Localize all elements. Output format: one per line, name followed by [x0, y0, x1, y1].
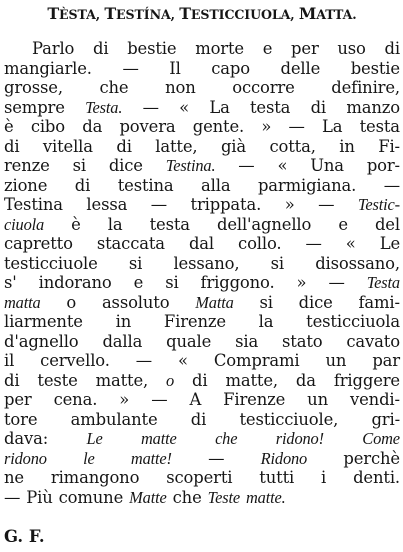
word: d'agnello	[4, 331, 79, 351]
word: è	[4, 117, 14, 136]
word: testa	[149, 214, 190, 234]
word: disossano,	[315, 253, 400, 273]
word: friggere	[333, 370, 400, 390]
word: dal	[188, 234, 215, 253]
word: A	[189, 390, 202, 409]
italic-word: Matte	[129, 487, 167, 507]
word: testicciuole	[4, 253, 98, 273]
word: friggono.	[200, 273, 275, 292]
text-line	[4, 449, 400, 468]
author-initials: G. F.	[4, 527, 45, 546]
word: di	[116, 136, 132, 156]
text-line	[4, 390, 400, 409]
word: di	[190, 409, 207, 429]
word: capo	[211, 58, 250, 78]
text-line	[4, 332, 400, 351]
text-line	[4, 137, 400, 156]
heading-initial: T	[179, 4, 191, 23]
italic-word: Le	[86, 429, 103, 448]
word: parmigiana.	[257, 175, 357, 195]
word: occorre	[232, 78, 295, 97]
word: matte,	[225, 370, 278, 390]
word: par	[372, 351, 400, 370]
word: Il	[169, 58, 181, 78]
word: per	[291, 39, 319, 58]
italic-word: Ridono	[260, 448, 308, 468]
text-line	[4, 176, 400, 195]
word: —	[150, 195, 167, 214]
word: ne	[4, 468, 24, 487]
word: tutti	[259, 468, 295, 487]
text-line	[4, 254, 400, 273]
word: —	[4, 487, 21, 507]
text-line	[4, 351, 400, 370]
word: testicciuole,	[239, 409, 339, 429]
word: la	[107, 214, 123, 234]
heading-rest: ESTÍNA,	[116, 7, 180, 22]
word: i	[321, 468, 327, 487]
word: e	[338, 214, 348, 234]
word: capretto	[4, 234, 73, 253]
word: dalla	[102, 331, 143, 351]
word: gri-	[371, 409, 400, 429]
italic-word: Matta	[195, 292, 234, 312]
word: o	[66, 292, 77, 312]
word: dice	[108, 156, 143, 175]
word: scoperti	[166, 468, 233, 487]
word: Firenze	[163, 312, 226, 331]
word: »	[261, 117, 272, 136]
word: Le	[379, 234, 400, 253]
word: il	[4, 351, 15, 370]
word: di	[192, 370, 208, 390]
text-line	[4, 429, 400, 448]
word: vendi-	[350, 390, 400, 409]
word: »	[284, 195, 295, 214]
heading-initial: T	[47, 4, 60, 23]
word: s'	[4, 273, 17, 292]
heading-initial: M	[298, 4, 317, 23]
text-line	[4, 312, 400, 331]
word: testicciuola	[306, 312, 400, 331]
text-line	[4, 273, 400, 292]
word: latte,	[155, 136, 198, 156]
italic-word: Testa.	[85, 97, 123, 117]
word: di	[93, 39, 109, 58]
word: cervello.	[40, 351, 110, 370]
word: trippata.	[190, 195, 262, 214]
word: si	[165, 273, 179, 292]
word: «	[345, 234, 356, 253]
word: per	[4, 390, 32, 409]
word: di	[4, 136, 20, 156]
italic-word: matte!	[130, 448, 172, 468]
word: delle	[280, 58, 321, 78]
text-line	[4, 98, 400, 117]
word: cavato	[346, 331, 400, 351]
word: che	[172, 487, 202, 507]
text-line	[4, 117, 400, 136]
word: manzo	[346, 97, 400, 117]
italic-word: matte	[140, 429, 177, 448]
entry-heading	[4, 4, 400, 30]
word: —	[318, 195, 335, 214]
word: testa	[249, 97, 291, 117]
word: La	[209, 97, 230, 117]
word: si	[128, 253, 143, 273]
word: liarmente	[4, 312, 83, 331]
word: Una	[310, 156, 344, 175]
text-line	[4, 215, 400, 234]
word: di	[74, 175, 91, 195]
italic-word: le	[83, 448, 95, 468]
word: assoluto	[101, 292, 170, 312]
word: e	[133, 273, 144, 292]
italic-word: matta	[4, 292, 41, 312]
word: ambulante	[70, 409, 158, 429]
word: uso	[337, 39, 366, 58]
word: comune	[58, 487, 124, 507]
word: staccata	[96, 234, 165, 253]
word: testina	[117, 175, 174, 195]
word: collo.	[238, 234, 282, 253]
word: stato	[282, 331, 323, 351]
word: testa	[359, 117, 400, 136]
word: dell'agnello	[216, 214, 312, 234]
italic-word: matte.	[245, 487, 286, 507]
word: perchè	[343, 448, 400, 468]
word: Testina	[4, 195, 63, 214]
word: rimangono	[50, 468, 140, 487]
word: vitella	[42, 136, 93, 156]
heading-rest: ATTA.	[316, 7, 357, 22]
word: dice	[298, 292, 333, 312]
word: —	[328, 273, 345, 292]
word: —	[238, 156, 255, 175]
text-line	[4, 468, 400, 487]
word: —	[288, 117, 305, 136]
text-line	[4, 410, 400, 429]
word: di	[310, 97, 327, 117]
italic-word: che	[215, 429, 238, 448]
word: alla	[201, 175, 231, 195]
heading-initial: T	[104, 4, 117, 23]
word: matte,	[95, 370, 149, 390]
word: —	[208, 448, 225, 468]
word: si	[270, 253, 285, 273]
word: la	[258, 312, 274, 331]
word: Firenze	[223, 390, 286, 409]
word: cibo	[30, 117, 65, 136]
word: da	[82, 117, 103, 136]
word: Fi-	[378, 136, 400, 156]
word: sia	[235, 331, 259, 351]
word: lessano,	[173, 253, 240, 273]
word: bestie	[350, 58, 400, 78]
word: cotta,	[269, 136, 316, 156]
text-line	[4, 293, 400, 312]
italic-word: Testic-	[357, 195, 400, 214]
word: »	[296, 273, 307, 292]
word: di	[384, 39, 400, 58]
text-line	[4, 371, 400, 390]
text-line	[4, 78, 400, 97]
word: si	[259, 292, 273, 312]
word: —	[305, 234, 322, 253]
word: un	[325, 351, 347, 370]
word: già	[220, 136, 247, 156]
word: quale	[166, 331, 212, 351]
word: Più	[26, 487, 53, 507]
word: por-	[366, 156, 400, 175]
italic-word: o	[166, 370, 175, 390]
word: lessa	[86, 195, 128, 214]
text-line	[4, 195, 400, 214]
word: —	[151, 390, 168, 409]
heading-rest: ÈSTA,	[59, 7, 105, 22]
word: indorano	[38, 273, 112, 292]
word: cena.	[53, 390, 98, 409]
text-line	[4, 156, 400, 175]
word: bestie	[127, 39, 177, 58]
word: renze	[4, 156, 50, 175]
word: definire,	[331, 78, 400, 97]
word: in	[115, 312, 132, 331]
word: in	[339, 136, 355, 156]
heading-rest: ESTICCIUOLA,	[190, 7, 299, 22]
word: è	[71, 214, 81, 234]
text-line	[4, 488, 400, 507]
word: Comprami	[213, 351, 300, 370]
word: «	[178, 351, 188, 370]
word: si	[72, 156, 86, 175]
word: —	[142, 97, 159, 117]
word: grosse,	[4, 78, 63, 97]
word: Parlo	[32, 39, 75, 58]
word: di	[4, 370, 20, 390]
word: —	[122, 58, 139, 78]
word: —	[135, 351, 153, 370]
italic-word: Come	[362, 429, 400, 448]
text-line	[4, 59, 400, 78]
italic-word: ciuola	[4, 214, 45, 234]
word: fami-	[358, 292, 400, 312]
word: —	[383, 175, 400, 195]
word: zione	[4, 175, 48, 195]
text-line	[32, 39, 400, 58]
word: dava:	[4, 429, 49, 448]
word: del	[374, 214, 400, 234]
word: da	[295, 370, 316, 390]
word: povera	[119, 117, 176, 136]
word: denti.	[353, 468, 400, 487]
italic-word: Teste	[207, 487, 240, 507]
italic-word: Testa	[366, 273, 400, 292]
word: La	[322, 117, 343, 136]
word: tore	[4, 409, 38, 429]
word: mangiarle.	[4, 58, 92, 78]
word: «	[179, 97, 190, 117]
word: sempre	[4, 97, 65, 117]
word: »	[119, 390, 130, 409]
italic-word: Testina.	[165, 156, 216, 175]
word: che	[99, 78, 129, 97]
word: morte	[195, 39, 244, 58]
word: un	[307, 390, 328, 409]
word: «	[277, 156, 288, 175]
italic-word: ridono!	[275, 429, 324, 448]
word: e	[262, 39, 273, 58]
text-line	[4, 234, 400, 253]
word: teste	[37, 370, 78, 390]
word: gente.	[192, 117, 245, 136]
italic-word: ridono	[4, 448, 47, 468]
word: non	[165, 78, 196, 97]
